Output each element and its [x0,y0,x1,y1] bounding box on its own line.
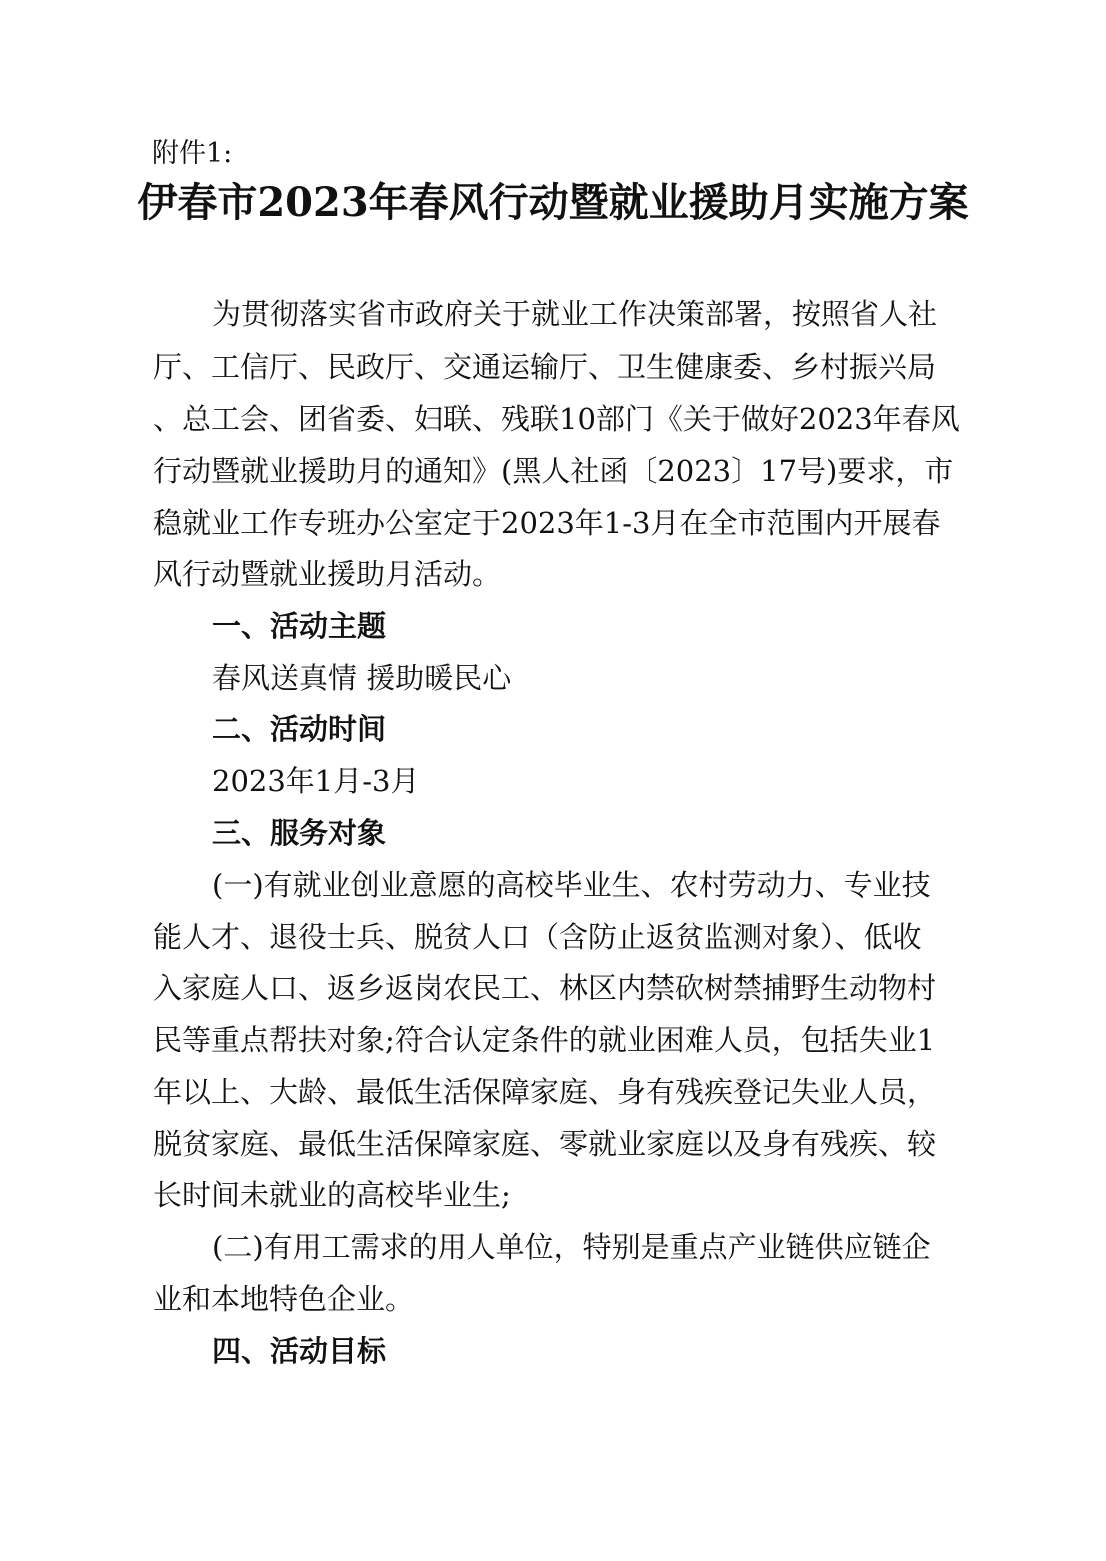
section-heading-theme: 一、活动主题 [212,609,387,643]
intro-line-4: 行动暨就业援助月的通知》(黑人社函〔2023〕17号)要求，市 [153,454,954,488]
intro-line-5: 稳就业工作专班办公室定于2023年1-3月在全市范围内开展春 [153,506,941,540]
targets-item1-line-4: 民等重点帮扶对象;符合认定条件的就业困难人员，包括失业1 [153,1023,936,1057]
section-heading-goals: 四、活动目标 [212,1334,387,1368]
document-title: 伊春市2023年春风行动暨就业援助月实施方案 [137,179,969,226]
section-heading-time: 二、活动时间 [212,712,387,746]
section-text-theme: 春风送真情 援助暖民心 [212,661,512,695]
targets-item1-line-3: 入家庭人口、返乡返岗农民工、林区内禁砍树禁捕野生动物村 [153,971,937,1005]
attachment-label: 附件1: [152,138,233,169]
intro-line-3: 、总工会、团省委、妇联、残联10部门《关于做好2023年春风 [153,402,960,436]
section-text-time: 2023年1月-3月 [212,764,420,798]
section-heading-targets: 三、服务对象 [212,816,387,850]
targets-item1-line-5: 年以上、大龄、最低生活保障家庭、身有残疾登记失业人员， [153,1075,937,1109]
targets-item2-line-1: (二)有用工需求的用人单位，特别是重点产业链供应链企 [212,1230,931,1264]
targets-item1-line-6: 脱贫家庭、最低生活保障家庭、零就业家庭以及身有残疾、较 [153,1127,937,1161]
targets-item1-line-7: 长时间未就业的高校毕业生; [153,1178,511,1212]
intro-line-2: 厅、工信厅、民政厅、交通运输厅、卫生健康委、乡村振兴局 [153,350,937,384]
targets-item1-line-2: 能人才、退役士兵、脱贫人口（含防止返贫监测对象）、低收 [153,920,922,954]
targets-item2-line-2: 业和本地特色企业。 [153,1282,415,1316]
intro-line-1: 为贯彻落实省市政府关于就业工作决策部署，按照省人社 [212,297,938,331]
intro-line-6: 风行动暨就业援助月活动。 [153,557,502,591]
targets-item1-line-1: (一)有就业创业意愿的高校毕业生、农村劳动力、专业技 [212,868,931,902]
